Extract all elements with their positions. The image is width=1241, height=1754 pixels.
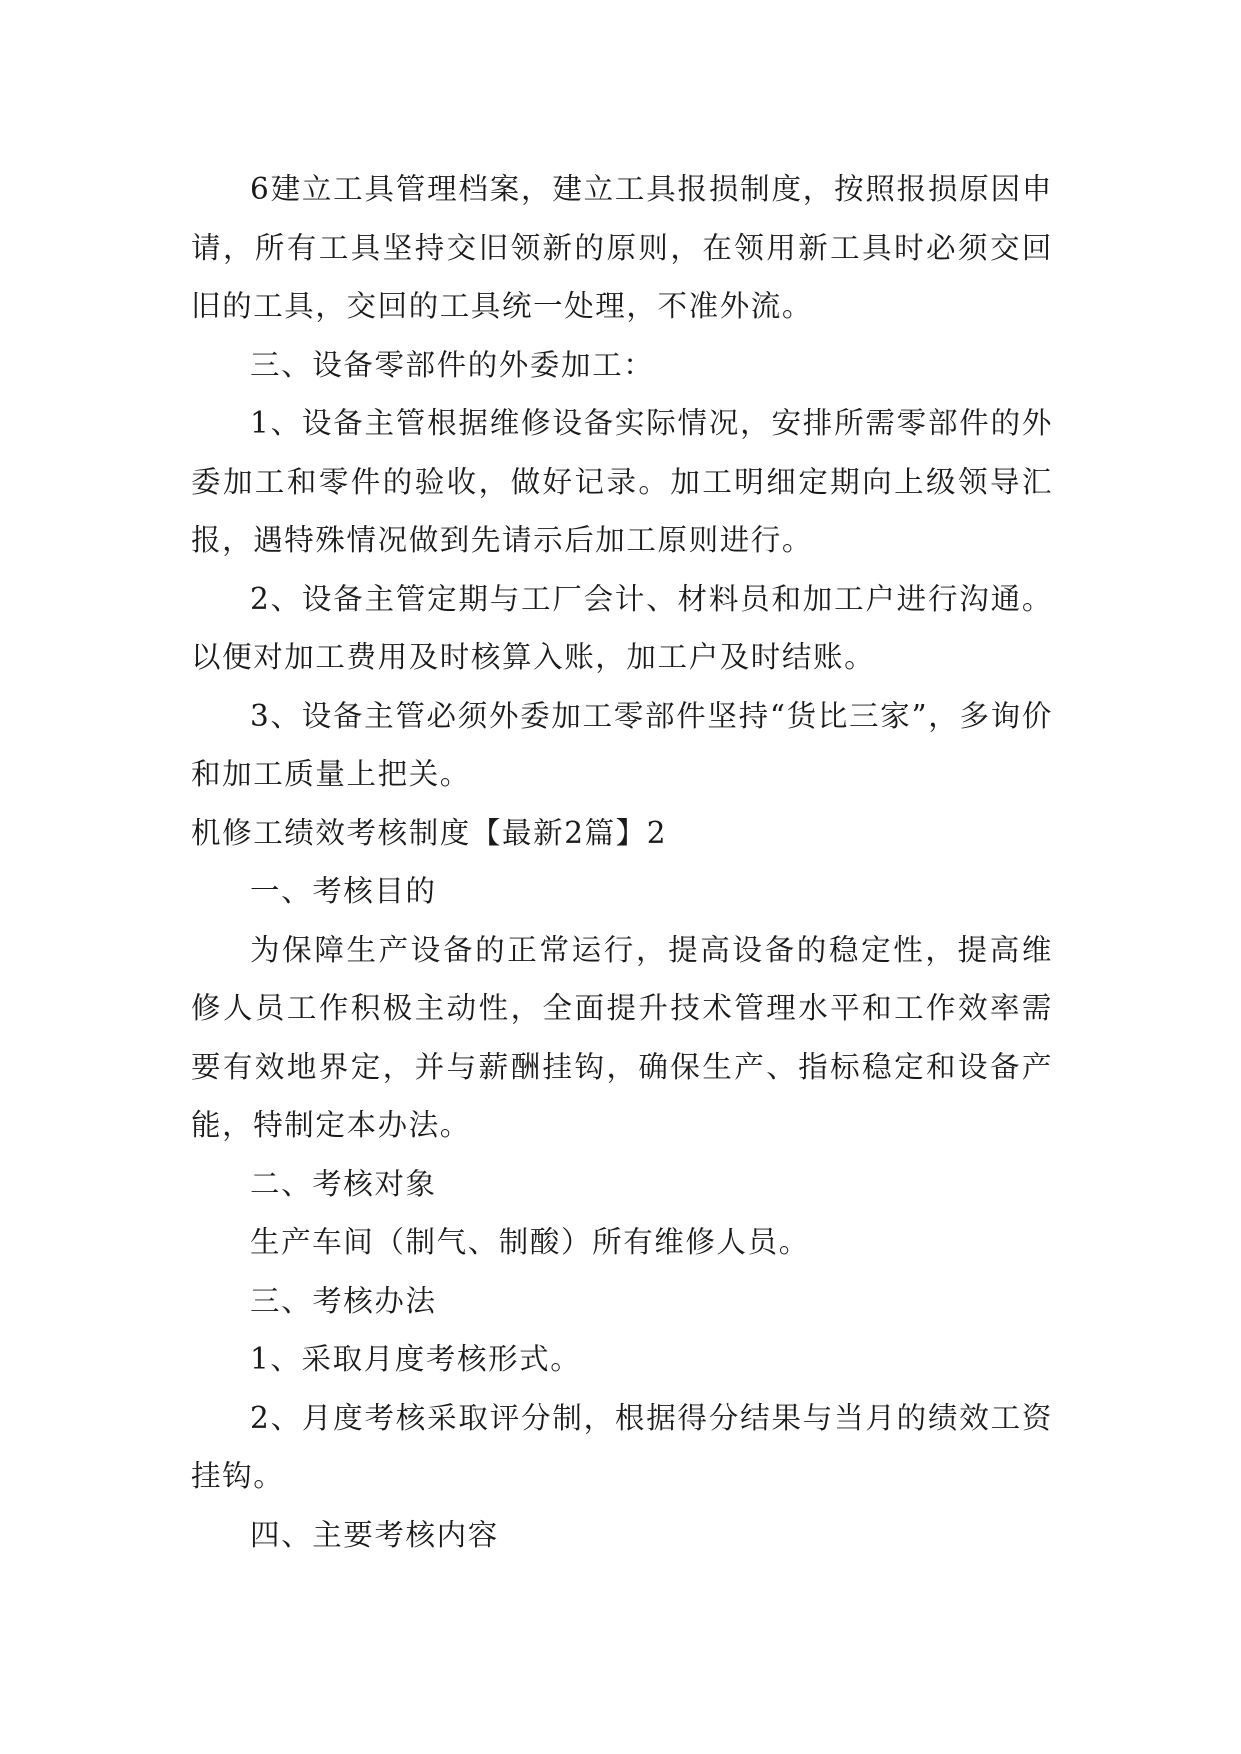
heading-main-content: 四、主要考核内容 [250, 1517, 499, 1552]
paragraph-tool-archive: 6建立工具管理档案，建立工具报损制度，按照报损原因申请，所有工具坚持交旧领新的原则，在领用新工具时必须交回旧的工具，交回的工具统一处理，不准外流。 [191, 172, 1053, 323]
heading-assessment-target: 二、考核对象 [250, 1166, 437, 1201]
paragraph-outsourcing-item-2: 2、设备主管定期与工厂会计、材料员和加工户进行沟通。以便对加工费用及时核算入账，加工户及时结账。 [191, 581, 1053, 674]
paragraph-method-item-1: 1、采取月度考核形式。 [250, 1342, 582, 1376]
section-title: 机修工绩效考核制度【最新2篇】2 [191, 815, 668, 850]
paragraph-assessment-purpose: 为保障生产设备的正常运行，提高设备的稳定性，提高维修人员工作积极主动性，全面提升技术管理水平和工作效率需要有效地界定，并与薪酬挂钩，确保生产、指标稳定和设备产能，特制定本办法。 [191, 932, 1053, 1142]
paragraph-method-item-2: 2、月度考核采取评分制，根据得分结果与当月的绩效工资挂钩。 [191, 1400, 1053, 1493]
paragraph-assessment-target: 生产车间（制气、制酸）所有维修人员。 [250, 1225, 810, 1259]
paragraph-outsourcing-item-1: 1、设备主管根据维修设备实际情况，安排所需零部件的外委加工和零件的验收，做好记录。加工明细定期向上级领导汇报，遇特殊情况做到先请示后加工原则进行。 [191, 406, 1053, 557]
heading-assessment-purpose: 一、考核目的 [250, 874, 437, 908]
heading-assessment-method: 三、考核办法 [250, 1283, 437, 1318]
heading-outsourced-processing: 三、设备零部件的外委加工： [250, 347, 655, 382]
document-body [191, 160, 1053, 1564]
paragraph-outsourcing-item-3: 3、设备主管必须外委加工零部件坚持“货比三家”，多询价和加工质量上把关。 [191, 698, 1053, 791]
